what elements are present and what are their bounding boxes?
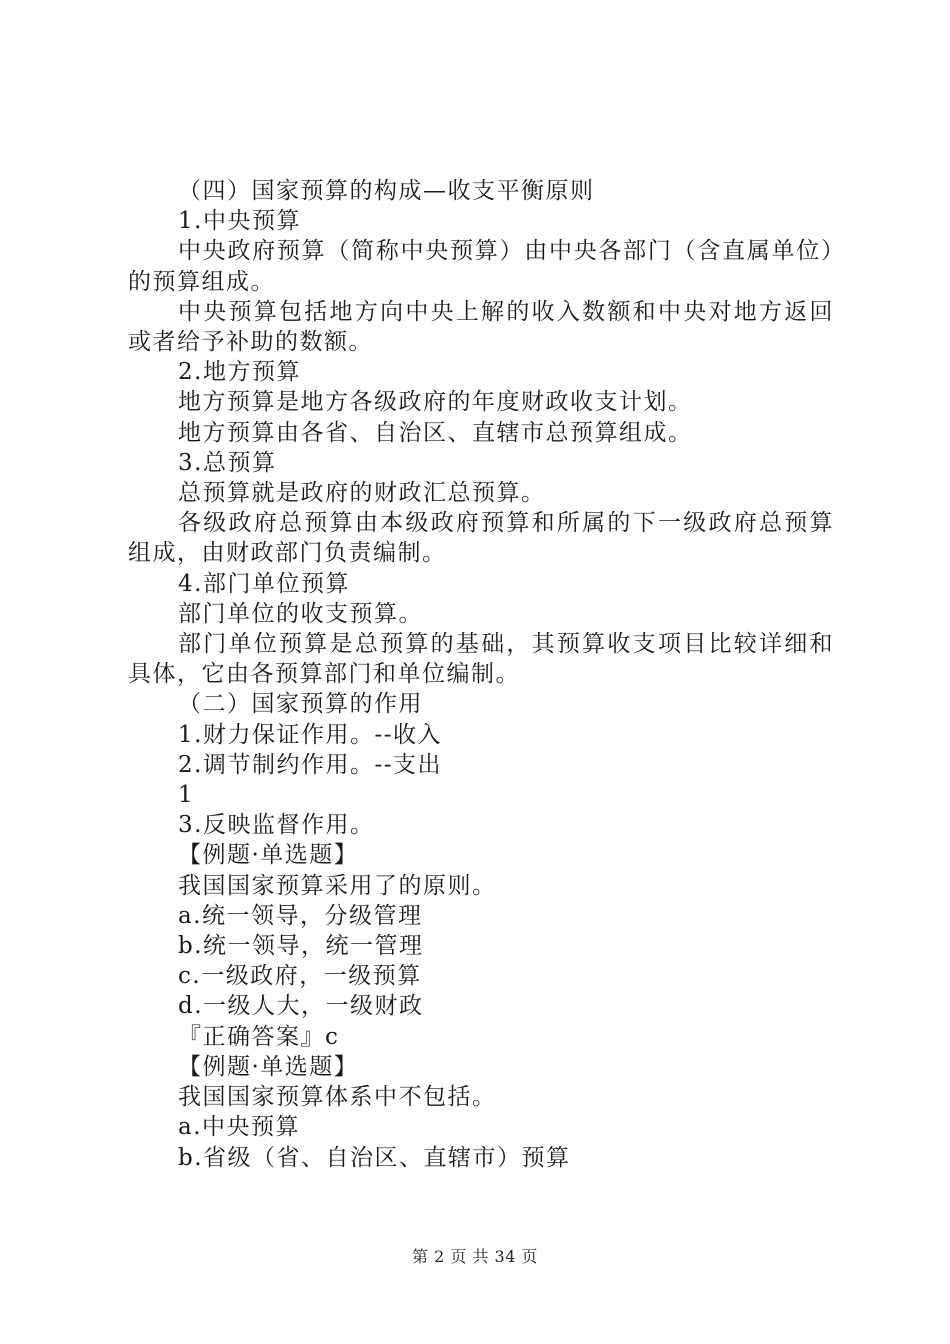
subheading: 4.部门单位预算: [178, 570, 350, 597]
answer-option: b.统一领导，统一管理: [178, 933, 424, 960]
subheading: 1.中央预算: [178, 208, 301, 235]
paragraph: 部门单位预算是总预算的基础，其预算收支项目比较详细和具体，它由各预算部门和单位编制。: [128, 631, 834, 688]
section-heading: （四）国家预算的构成—收支平衡原则: [178, 178, 595, 204]
paragraph: 地方预算由各省、自治区、直辖市总预算组成。: [178, 419, 693, 446]
list-item: 3.反映监督作用。: [178, 812, 375, 839]
example-heading: 【例题·单选题】: [178, 842, 359, 869]
example-heading: 【例题·单选题】: [178, 1053, 359, 1080]
subheading: 3.总预算: [178, 449, 277, 476]
stray-number: 1: [178, 782, 195, 809]
document-body: [128, 176, 834, 1173]
paragraph: 总预算就是政府的财政汇总预算。: [178, 480, 546, 507]
paragraph: 中央政府预算（简称中央预算）由中央各部门（含直属单位）的预算组成。: [128, 238, 834, 295]
subheading: 2.地方预算: [178, 359, 301, 386]
section-heading: （二）国家预算的作用: [178, 691, 423, 718]
list-item: 2.调节制约作用。--支出: [178, 751, 442, 778]
answer-option: b.省级（省、自治区、直辖市）预算: [178, 1144, 571, 1171]
answer-option: a.中央预算: [178, 1114, 301, 1141]
answer-option: a.统一领导，分级管理: [178, 902, 423, 929]
paragraph: 部门单位的收支预算。: [178, 600, 423, 627]
question-text: 我国国家预算采用了的原则。: [178, 872, 497, 899]
correct-answer: 『正确答案』c: [178, 1023, 340, 1050]
answer-option: d.一级人大，一级财政: [178, 993, 424, 1020]
page-footer: 第 2 页 共 34 页: [412, 1247, 538, 1266]
paragraph: 中央预算包括地方向中央上解的收入数额和中央对地方返回或者给予补助的数额。: [128, 298, 834, 356]
answer-option: c.一级政府，一级预算: [178, 963, 422, 990]
paragraph: 地方预算是地方各级政府的年度财政收支计划。: [178, 389, 693, 416]
list-item: 1.财力保证作用。--收入: [178, 721, 442, 748]
paragraph: 各级政府总预算由本级政府预算和所属的下一级政府总预算组成，由财政部门负责编制。: [128, 510, 834, 567]
question-text: 我国国家预算体系中不包括。: [178, 1084, 497, 1111]
